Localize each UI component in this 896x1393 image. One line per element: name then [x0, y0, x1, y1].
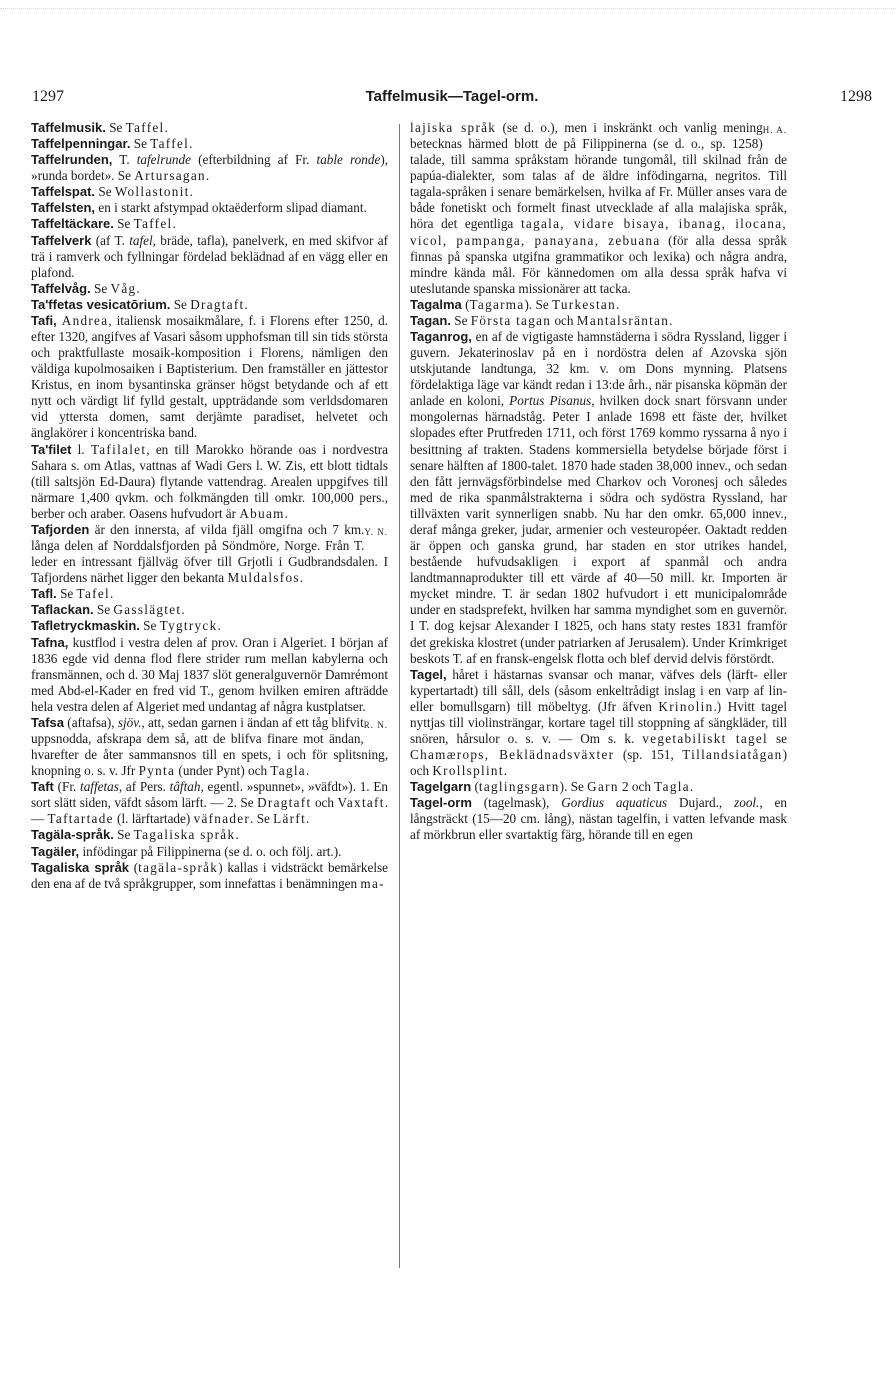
entry-text: (af T. [91, 232, 130, 248]
cross-reference: Tafel [76, 586, 110, 602]
entry-text: ( [461, 296, 470, 312]
entry-text: . [189, 184, 193, 200]
italic-term: tafel [129, 232, 153, 248]
entry-text: Se [113, 827, 134, 843]
running-header [32, 88, 872, 112]
entry-headword: Tafi, [31, 312, 57, 328]
entry-text: . [305, 763, 310, 779]
left-column [31, 120, 388, 892]
entry-text: . [299, 570, 304, 586]
entry-headword: Tagaliska språk [31, 859, 130, 875]
cross-reference: Turkestan [552, 296, 616, 312]
dictionary-entry [410, 120, 787, 297]
italic-term: taffetas [80, 779, 119, 795]
cross-reference: Tagla [654, 779, 690, 795]
entry-text: Se [113, 216, 134, 232]
italic-term: tafelrunde [136, 152, 191, 168]
entry-text: .) Hvitt tagel nyttjas till violinsträngar, kortare tagel till stoppning af sängkläder, till snören, hårsulor o. s. v. — Om s. k. [410, 698, 787, 746]
cross-reference: Dragtaft [257, 795, 312, 811]
cross-reference: Artursagan [134, 168, 206, 184]
entry-text: ( [471, 779, 479, 795]
entry-text: en i starkt afstympad oktaëderform slipad diamant. [95, 200, 367, 216]
cross-reference: Tafilalet [90, 441, 147, 457]
dictionary-entry [31, 313, 388, 442]
dictionary-entry [31, 635, 388, 715]
cross-reference: vegetabiliskt tagel [642, 730, 769, 746]
entry-text: . [306, 811, 310, 827]
dictionary-entry [31, 522, 388, 586]
cross-reference: Dragtaft [190, 296, 245, 312]
entry-text: . [172, 216, 176, 232]
entry-text: Se [139, 618, 160, 634]
author-signature: Y. N. [364, 526, 388, 537]
entry-text: ). Se [559, 779, 588, 795]
italic-term: sjöv. [117, 714, 142, 730]
entry-text: . [109, 586, 114, 602]
cross-reference: tagäla-språk [138, 859, 219, 875]
entry-text: . [669, 312, 673, 328]
entry-headword: Tagel-orm [410, 795, 472, 811]
entry-text: ) och [410, 747, 787, 779]
cross-reference: Lärft [273, 811, 307, 827]
entry-text: . [503, 763, 508, 779]
entry-headword: Ta'ffetas vesicatōrium. [31, 296, 171, 312]
entry-text: Se [93, 602, 114, 618]
entry-headword: Taffelvåg. [31, 280, 91, 296]
cross-reference: Garn [587, 779, 619, 795]
dictionary-entry [410, 667, 787, 780]
italic-term: table ronde [316, 152, 381, 168]
entry-text: . [217, 618, 221, 634]
entry-text: (se d. o.), men i inskränkt och vanlig mening betecknas härmed blott de på Filippinerna (se d. o., sp. 1258) talade, till samma språkstam hörande tungomål, till skilnad från de papúa-dialekter, som talas af de äldre infödingarna, negritos. Till tagala-språken i senare bemärkelsen, hvilka af Fr. Müller anses vara de både fonetiskt och formelt finast utvecklade af alla malajiska språk, höra det egentliga [410, 120, 787, 232]
entry-text: Se [450, 312, 471, 328]
entry-text: är den innersta, af vilda fjäll omgifna och 7 km. långa delen af Norddalsfjorden på Söndmöre, Norge. Från T. leder en intressant fjällväg öfver till Grjotli i Gudbrandsdalen. I Tafjordens närhet ligger den bekanta [31, 521, 388, 586]
entry-text: . [689, 779, 694, 795]
cross-reference: taglingsgarn [478, 779, 560, 795]
entry-text: ( [129, 859, 139, 875]
entry-text: . [136, 280, 140, 296]
cross-reference: Tygtryck [159, 618, 218, 634]
italic-term: tâftah [169, 779, 201, 795]
right-column [410, 120, 787, 844]
entry-text: (Fr. [53, 779, 81, 795]
entry-text: (efterbildning af Fr. [190, 152, 317, 168]
cross-reference: Tagaliska språk [133, 827, 236, 843]
entry-text: Se [170, 296, 191, 312]
entry-text: håret i hästarnas svansar och manar, väfves dels (lärft- eller kypertartadt) till såll, dels (såsom enkeltrådigt inslag i en varp af lin- eller bomullsgarn) till möbeltyg. (Jfr äfven [410, 666, 787, 714]
cross-reference: ma- [360, 875, 385, 891]
entry-text: , en långsträckt (15—20 cm. lång), nästan tagelfin, i vatten lefvande mask af mörkbrun eller svartaktig färg, hörande till en egen [410, 795, 787, 843]
cross-reference: Tillandsiatågan [682, 747, 783, 763]
entry-headword: Taft [31, 779, 54, 795]
dictionary-entry [410, 795, 787, 843]
italic-term: Portus Pisanus [509, 393, 592, 409]
cross-reference: tagala, vidare bisaya, ibanag, ilocana, vicol, pampanga, panayana, zebuana [410, 216, 787, 248]
cross-reference: Krollsplint [432, 763, 504, 779]
page-number-left: 1297 [32, 88, 64, 105]
entry-text: ). Se [524, 296, 553, 312]
dictionary-entry [31, 442, 388, 522]
entry-text: Se [95, 184, 115, 200]
entry-text: . [235, 827, 239, 843]
entry-headword: Taffelspat. [31, 184, 96, 200]
cross-reference: Chamærops, Beklädnadsväxter [410, 747, 615, 763]
cross-reference: Abuam [239, 505, 285, 521]
dictionary-entry [31, 827, 388, 843]
entry-text: (under Pynt) och [175, 763, 271, 779]
dictionary-entry [410, 329, 787, 667]
cross-reference: Pynta [138, 763, 176, 779]
dictionary-entry [31, 715, 388, 779]
dictionary-entry [410, 297, 787, 313]
entry-text: infödingar på Filippinerna (se d. o. och följ. art.). [79, 843, 342, 859]
author-signature: R. N. [363, 719, 388, 730]
entry-text: . [164, 120, 168, 135]
entry-text: (l. lärftartade) [113, 811, 194, 827]
dictionary-entry [31, 618, 388, 634]
entry-text: en af de vigtigaste hamnstäderna i södra Ryssland, ligger i guvern. Jekaterinoslav på en i nordöstra delen af Azovska sjön utskjutande landtunga, 32 km. v. om Dons mynning. Platsens fördelaktiga läge var kändt redan i 13:de årh., när pisanska köpmän der anlade en koloni, [410, 329, 787, 409]
entry-text: , italiensk mosaikmålare, f. i Florens efter 1250, d. efter 1320, angifves af Vasari såsom upphofsman till sin tids största och praktfullaste mosaik-komposition i Florens, nämligen den väldiga kupolmosaiken i Baptisterium. Den framställer en jättestor Kristus, en inom bysantinska gränser högst betydande och af ett nytt och värdigt lif fylld gestalt, uppträdande som verldsdomaren vid yttersta domen, samt derjämte paradiset, helvetet och änglakörer i koncentriska band. [31, 312, 389, 441]
entry-text: . [205, 168, 210, 184]
dictionary-entry [31, 200, 388, 216]
entry-headword: Taffelmusik. [31, 120, 106, 135]
entry-text: T. [112, 152, 137, 168]
entry-headword: Tagäler, [31, 843, 80, 859]
dictionary-entry [31, 136, 388, 152]
entry-text: Se [56, 586, 77, 602]
entry-headword: Tafletryckmaskin. [31, 618, 140, 634]
cross-reference: Våg [110, 280, 137, 296]
entry-text: . [189, 136, 193, 152]
cross-reference: Mantalsräntan [576, 312, 670, 328]
dictionary-entry [31, 281, 388, 297]
cross-reference: Andrea [61, 312, 109, 328]
entry-headword: Tafna, [31, 634, 69, 650]
entry-headword: Tagan. [410, 312, 451, 328]
entry-text: Se [105, 120, 126, 135]
entry-text: Se [90, 280, 111, 296]
entry-headword: Taffeltäckare. [31, 216, 114, 232]
entry-text: . Se [250, 811, 274, 827]
entry-text: (sp. 151, [614, 747, 683, 763]
cross-reference: Gasslägtet [113, 602, 182, 618]
cross-reference: Tagla [270, 763, 306, 779]
entry-headword: Taganrog, [410, 329, 472, 345]
italic-term: zool. [734, 795, 760, 811]
entry-headword: Taffelverk [31, 232, 92, 248]
entry-text: ) kallas i vidsträckt bemärkelse den ena af de två språkgrupper, som innefattas i benämningen [31, 859, 388, 891]
entry-text: kustflod i vestra delen af prov. Oran i Algeriet. I början af 1836 egde vid denna flod flere strider rum mellan kabylerna och fransmännen, och d. 30 Maj 1837 slöt generalguvernör Damrémont med Abd-el-Kader en fred vid T., genom hvilken emiren afträdde hela vestra delen af Algeriet med undantag af några kustplatser. [31, 634, 388, 714]
entry-headword: Tagäla-språk. [31, 827, 114, 843]
cross-reference: Taftartade [47, 811, 114, 827]
dictionary-entry [31, 184, 388, 200]
entry-text: , en till Marokko hörande oas i nordvestra Sahara s. om Atlas, vattnas af Wadi Gers l. W. Zis, ett blott tidtals (till saltsjön Ed-Daura) flytande vattendrag. Arealen uppgifves till närmare 1,400 qvkm. och folkmängden till omkr. 100,000 pers., berber och araber. Oasens hufvudort är [31, 441, 388, 521]
cross-reference: Taffel [133, 216, 173, 232]
entry-headword: Ta'filet [31, 441, 72, 457]
entry-text: (tagelmask), [471, 795, 562, 811]
entry-text: Se [130, 136, 151, 152]
dictionary-entry [31, 297, 388, 313]
dictionary-entry [31, 233, 388, 281]
cross-reference: Vaxtaft [337, 795, 385, 811]
entry-headword: Tagelgarn [410, 779, 472, 795]
cross-reference: Muldalsfos [227, 570, 300, 586]
entry-headword: Taffelsten, [31, 200, 96, 216]
entry-text: (aftafsa), [64, 714, 118, 730]
dictionary-entry [31, 860, 388, 892]
entry-text: , hvilken dock snart försvann under mongolernas härnadståg. Peter I anlade 1698 ett fäste der, hvilket slopades efter Prutfreden 1711, och först 1769 kommo ryssarna å nyo i besittning af trakten. Stadens kommersiella betydelse började först i senare hälften af 1800-talet. 1870 hade staden 38,000 innev., och sedan den fått jernvägsförbindelse med Charkov och Voronesj och således med de rika spanmålstrakterna i södra och sydöstra Ryssland, har tillväxten varit synnerligen snabb. Nu har den omkr. 65,000 innev., deraf många greker, judar, armenier och vesteuropéer. Oaktadt redden är öppen och ganska grund, har staden en stor utrikes handel, bestående hufvudsakligen i export af spanmål och andra landtmannaprodukter till ett värde af 40—50 mill. kr. Importen är mycket mindre. T. är sedan 1802 hufvudort i ett municipalområde under en stadsprefekt, hvilken har samma myndighet som en guvernör. I T. dog kejsar Alexander I 1825, och hans staty restes 1831 framför det grekiska klostret (under patriarken af Jerusalem). Under Krimkriget beskots T. af en fransk-engelsk flotta och blef dervid delvis förstördt. [410, 393, 788, 666]
entry-headword: Tagel, [410, 666, 447, 682]
entry-text: och [311, 795, 338, 811]
dictionary-entry [410, 779, 787, 795]
entry-headword: Taflackan. [31, 602, 94, 618]
entry-text: . [284, 505, 288, 521]
dictionary-entry [410, 313, 787, 329]
entry-headword: Tagalma [410, 296, 462, 312]
cross-reference: Första tagan [470, 312, 552, 328]
cross-reference: Krinolin [658, 698, 714, 714]
entry-headword: Tafjorden [31, 521, 90, 537]
entry-headword: Tafl. [31, 586, 57, 602]
dictionary-entry [31, 779, 388, 827]
cross-reference: lajiska språk [410, 120, 497, 135]
entry-text: , bräde, tafla), panelverk, en med skifvor af trä i ramverk och fyllningar fördelad beklädnad af en vägg eller en plafond. [31, 232, 388, 280]
entry-text: . [244, 296, 248, 312]
author-signature: H. A. [762, 125, 787, 135]
dictionary-entry [31, 586, 388, 602]
entry-text: (för alla dessa språk finnas på spanska utgifna grammatikor och lexika) och några andra, mindre kända mål. För kännedomen om alla dessa språk hafva vi uteslutande spanska missionärer att tacka. [410, 232, 787, 296]
entry-headword: Taffelrunden, [31, 152, 113, 168]
cross-reference: Tagarma [469, 296, 525, 312]
dictionary-entry [31, 152, 388, 184]
dictionary-entry [31, 602, 388, 618]
page-number-right: 1298 [840, 88, 872, 105]
entry-text: se [768, 730, 787, 746]
entry-headword: Tafsa [31, 714, 64, 730]
entry-text: och [551, 312, 577, 328]
entry-text: l. [71, 441, 91, 457]
top-edge-line [0, 8, 896, 9]
entry-text: ), »runda bordet». Se [31, 152, 389, 184]
entry-text: , egentl. »spunnet», »väfdt»). 1. En sort slätt siden, väfdt såsom lärft. — 2. Se [31, 779, 388, 811]
dictionary-entry [31, 216, 388, 232]
entry-text: , att, sedan garnen i ändan af ett tåg blifvit uppsnodda, afskrapa dem så, att de blifva finare mot ändan, hvarefter de åter sammansnos till en spets, i och för splitsning, knopning o. s. v. Jfr [31, 714, 388, 779]
dictionary-entry [31, 844, 388, 860]
cross-reference: Taffel [150, 136, 190, 152]
entry-text: . [181, 602, 185, 618]
italic-term: Gordius aquaticus [561, 795, 668, 811]
cross-reference: väfnader [193, 811, 251, 827]
cross-reference: Taffel [125, 120, 165, 135]
entry-text: . — [31, 795, 389, 827]
dictionary-entry [31, 120, 388, 136]
entry-text: 2 och [618, 779, 655, 795]
column-divider [399, 124, 400, 1268]
entry-text: . [615, 296, 620, 312]
entry-text: , af Pers. [118, 779, 170, 795]
page-title: Taffelmusik—Tagel-orm. [365, 88, 539, 105]
cross-reference: Wollastonit [114, 184, 190, 200]
entry-text: Dujard., [667, 795, 735, 811]
entry-headword: Taffelpenningar. [31, 136, 131, 152]
